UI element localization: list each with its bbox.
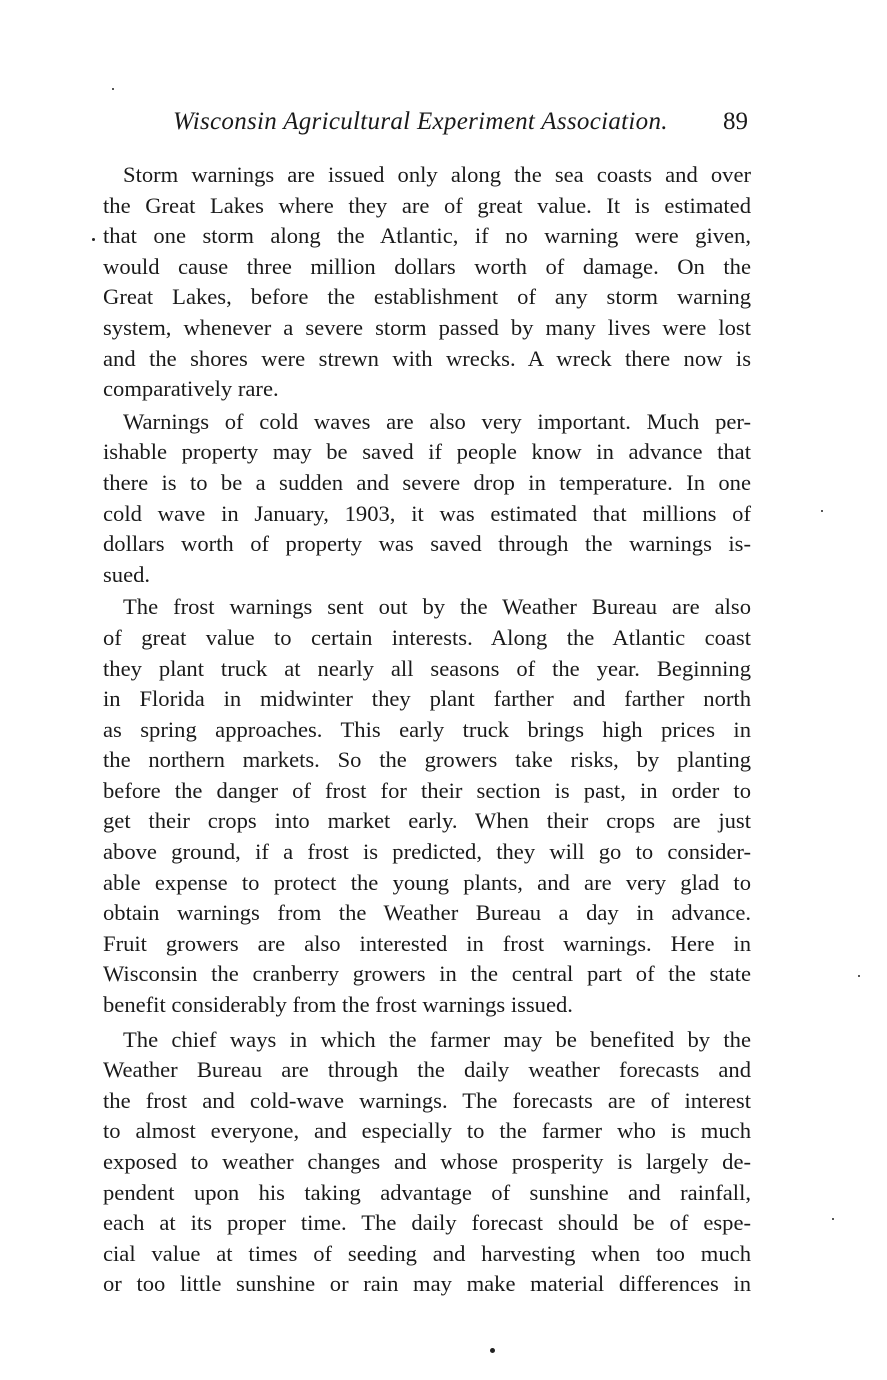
text-line: in Florida in midwinter they plant farther and farther north [103, 686, 751, 712]
running-title: Wisconsin Agricultural Experiment Association. [173, 108, 668, 135]
text-line: the Great Lakes where they are of great value. It is estimated [103, 192, 751, 218]
text-line: cial value at times of seeding and harvesting when too much [103, 1240, 751, 1266]
text-line: would cause three million dollars worth of damage. On the [103, 253, 751, 279]
text-line: Storm warnings are issued only along the sea coasts and over [123, 162, 751, 187]
text-line: Warnings of cold waves are also very important. Much per- [123, 408, 751, 434]
text-line: above ground, if a frost is predicted, they will go to consider- [103, 839, 751, 865]
text-line: The chief ways in which the farmer may be benefited by the [123, 1026, 751, 1052]
text-line: the frost and cold-wave warnings. The forecasts are of interest [103, 1087, 751, 1113]
text-line: as spring approaches. This early truck brings high prices in [103, 716, 751, 742]
text-line: comparatively rare. [103, 376, 279, 402]
text-line: Wisconsin the cranberry growers in the central part of the state [103, 961, 751, 987]
paragraph-storm-warnings [103, 160, 751, 405]
text-line: the northern markets. So the growers take risks, by planting [103, 747, 751, 773]
text-line: to almost everyone, and especially to the farmer who is much [103, 1118, 751, 1144]
text-line: or too little sunshine or rain may make material differences in [103, 1271, 751, 1297]
text-line: get their crops into market early. When their crops are just [103, 808, 751, 834]
text-line: Fruit growers are also interested in frost warnings. Here in [103, 930, 751, 956]
ink-speck [832, 1218, 834, 1220]
text-line: each at its proper time. The daily forecast should be of espe- [103, 1210, 751, 1236]
body-text [103, 160, 751, 1300]
paragraph-chief-ways [103, 1025, 751, 1300]
page-header [103, 108, 748, 142]
ink-speck [112, 88, 114, 90]
paragraph-cold-waves [103, 407, 751, 591]
text-line: obtain warnings from the Weather Bureau a day in advance. [103, 900, 751, 926]
ink-speck [490, 1348, 495, 1353]
text-line: dollars worth of property was saved through the warnings is- [103, 531, 751, 557]
text-line: Weather Bureau are through the daily weather forecasts and [103, 1057, 751, 1083]
text-line: The frost warnings sent out by the Weather Bureau are also [123, 594, 751, 620]
text-line: Great Lakes, before the establishment of any storm warning [103, 284, 751, 310]
text-line: of great value to certain interests. Along the Atlantic coast [103, 624, 751, 650]
text-line: cold wave in January, 1903, it was estimated that millions of [103, 500, 751, 526]
text-line: system, whenever a severe storm passed by many lives were lost [103, 314, 751, 340]
text-line: ishable property may be saved if people know in advance that [103, 439, 751, 465]
text-line: there is to be a sudden and severe drop in temperature. In one [103, 469, 751, 495]
paragraph-frost-warnings [103, 592, 751, 1020]
text-line: they plant truck at nearly all seasons of the year. Beginning [103, 655, 751, 681]
page-number: 89 [723, 108, 748, 135]
text-line: and the shores were strewn with wrecks. A wreck there now is [103, 345, 751, 371]
text-line: able expense to protect the young plants, and are very glad to [103, 869, 751, 895]
ink-speck [92, 238, 95, 241]
text-line: exposed to weather changes and whose prosperity is largely de- [103, 1149, 751, 1174]
text-line: before the danger of frost for their section is past, in order to [103, 777, 751, 803]
text-line: that one storm along the Atlantic, if no warning were given, [103, 223, 751, 249]
ink-speck [821, 510, 823, 512]
text-line: pendent upon his taking advantage of sunshine and rainfall, [103, 1179, 751, 1205]
text-line: benefit considerably from the frost warnings issued. [103, 992, 573, 1018]
ink-speck [858, 975, 860, 977]
text-line: sued. [103, 561, 151, 587]
